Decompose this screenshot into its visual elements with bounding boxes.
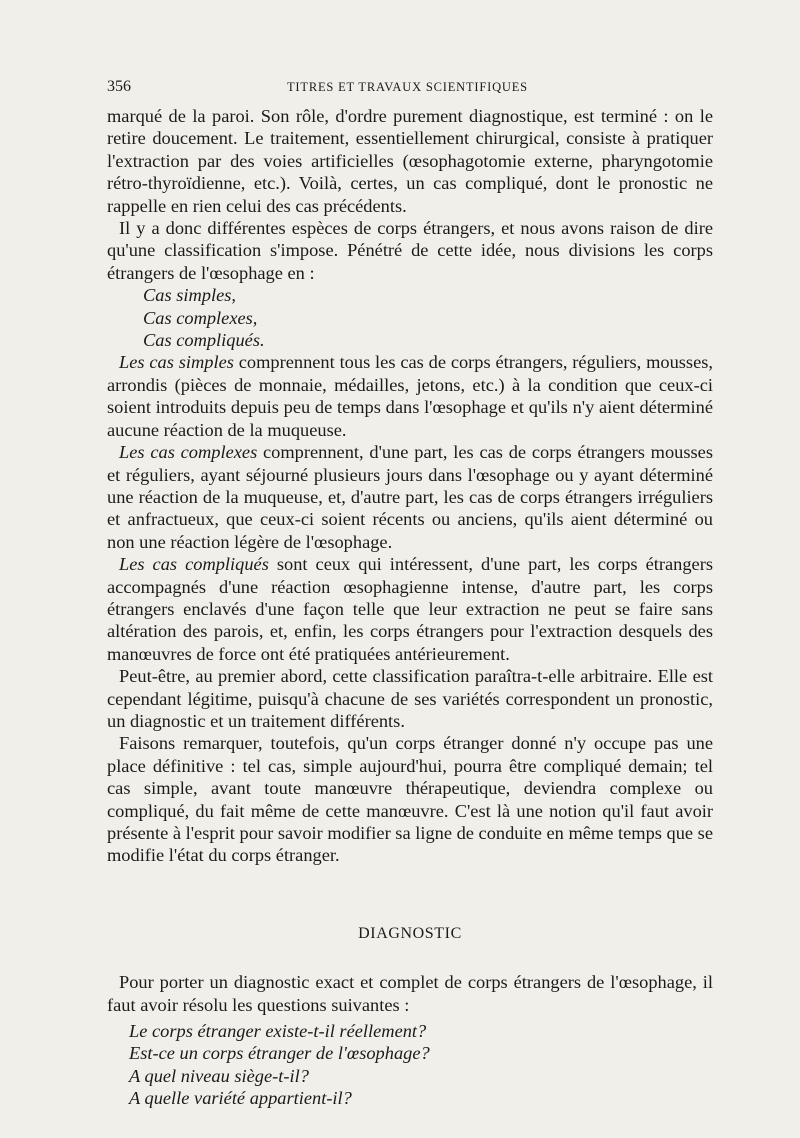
text-complicated: sont ceux qui intéressent, d'une part, les corps étrangers accompagnés d'une réaction œsophagienne intense, d'autre part, les corps étrangers enclavés d'une façon telle que leur extraction ne peut se faire sans altération des parois, et, enfin, les corps étrangers pour l'extraction desquels des manœuvres de force ont été pratiquées antérieurement. — [107, 554, 713, 664]
page-body — [107, 105, 713, 1110]
paragraph-complex-cases — [107, 441, 713, 553]
page-header — [107, 78, 713, 100]
page-number: 356 — [107, 78, 131, 95]
paragraph-complicated-cases — [107, 553, 713, 665]
paragraph-simple-cases — [107, 351, 713, 441]
term-complex: Les cas complexes — [119, 442, 258, 463]
question-list — [107, 1020, 713, 1110]
term-complicated: Les cas compliqués — [119, 554, 269, 575]
category-complicated: Cas compliqués. — [143, 330, 265, 351]
section-heading: DIAGNOSTIC — [358, 924, 462, 942]
paragraph-arbitrary: Peut-être, au premier abord, cette classification paraîtra-t-elle arbitraire. Elle est cependant légitime, puisqu'à chacune de ses variétés correspondent un pronostic, un diagnostic et un traitement différents. — [107, 666, 713, 731]
question-item: A quelle variété appartient-il? — [129, 1088, 352, 1109]
term-simple: Les cas simples — [119, 352, 234, 373]
category-list — [107, 284, 713, 351]
paragraph-classification-intro: Il y a donc différentes espèces de corps étrangers, et nous avons raison de dire qu'une classification s'impose. Pénétré de cette idée, nous divisions les corps étrangers de l'œsophage en : — [107, 218, 713, 283]
running-title: TITRES ET TRAVAUX SCIENTIFIQUES — [287, 80, 528, 94]
question-item: A quel niveau siège-t-il? — [129, 1065, 309, 1086]
question-item: Est-ce un corps étranger de l'œsophage? — [129, 1043, 430, 1064]
text-simple: comprennent tous les cas de corps étrangers, réguliers, mousses, arrondis (pièces de monnaie, médailles, jetons, etc.) à la condition que ceux-ci soient introduits depuis peu de temps dans l'œsophage et qu'ils n'y aient déterminé aucune réaction de la muqueuse. — [107, 352, 714, 440]
question-item: Le corps étranger existe-t-il réellement? — [129, 1021, 427, 1042]
paragraph-continuation: marqué de la paroi. Son rôle, d'ordre purement diagnostique, est terminé : on le retire doucement. Le traitement, essentiellement chirurgical, consiste à pratiquer l'extraction par des voies artificielles (œsophagotomie externe, pharyngotomie rétro-thyroïdienne, etc.). Voilà, certes, un cas compliqué, dont le pronostic ne rappelle en rien celui des cas précédents. — [107, 106, 713, 216]
category-complex: Cas complexes, — [143, 307, 258, 328]
text-complex: comprennent, d'une part, les cas de corps étrangers mousses et réguliers, ayant séjourné plusieurs jours dans l'œsophage ou y ayant déterminé une réaction de la muqueuse, et, d'autre part, les cas de corps étrangers irréguliers et anfractueux, que ceux-ci soient récents ou anciens, qu'ils aient déterminé ou non une réaction légère de l'œsophage. — [107, 442, 713, 552]
paragraph-diagnostic-intro: Pour porter un diagnostic exact et complet de corps étrangers de l'œsophage, il faut avoir résolu les questions suivantes : — [107, 972, 713, 1015]
paragraph-remark: Faisons remarquer, toutefois, qu'un corps étranger donné n'y occupe pas une place définitive : tel cas, simple aujourd'hui, pourra être compliqué demain; tel cas simple, avant toute manœuvre thérapeutique, deviendra complexe ou compliqué, du fait même de cette manœuvre. C'est là une notion qu'il faut avoir présente à l'esprit pour savoir modifier sa ligne de conduite en même temps que se modifie l'état du corps étranger. — [107, 733, 713, 866]
category-simple: Cas simples, — [143, 285, 236, 306]
